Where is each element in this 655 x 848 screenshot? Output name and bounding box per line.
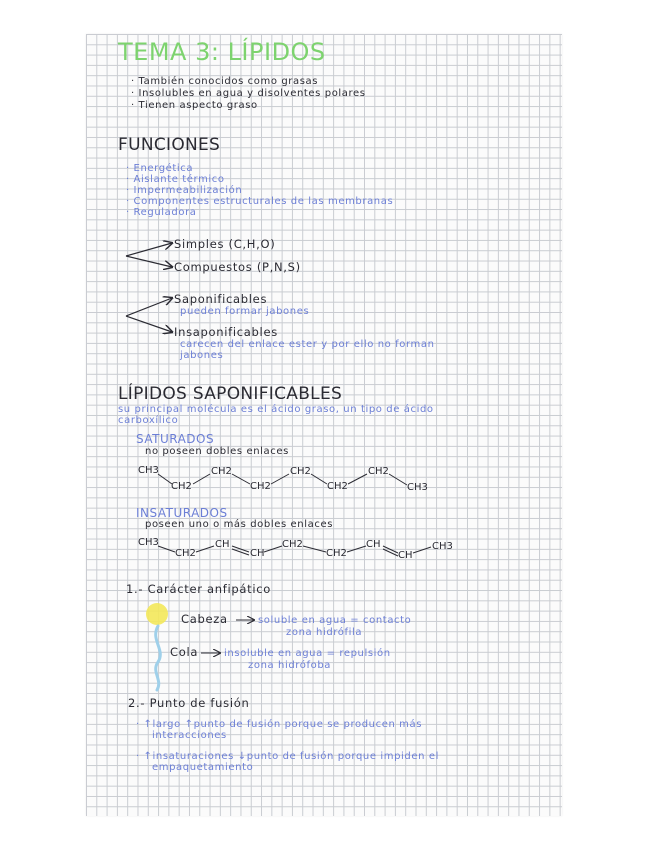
chain-group: CH xyxy=(250,548,265,559)
caracter-heading: 1.- Carácter anfipático xyxy=(126,582,272,596)
saturados-desc: no poseen dobles enlaces xyxy=(145,446,289,457)
intro-line-2: · Insolubles en agua y disolventes polares xyxy=(131,88,366,99)
cabeza-desc-1: soluble en agua = contacto xyxy=(258,615,412,626)
compuestos-label: Compuestos (P,N,S) xyxy=(174,260,301,274)
saponificables-desc: pueden formar jabones xyxy=(180,306,310,317)
chain-group: CH2 xyxy=(250,481,271,492)
intro-line-3: · Tienen aspecto graso xyxy=(131,100,258,111)
funcion-item: · Impermeabilización xyxy=(126,185,243,196)
cola-desc-1: insoluble en agua = repulsión xyxy=(224,648,391,659)
insaponificables-label: Insaponificables xyxy=(174,325,278,339)
insaponificables-desc-1: carecen del enlace ester y por ello no forman xyxy=(180,339,435,350)
fusion-heading: 2.- Punto de fusión xyxy=(128,696,250,710)
chain-group: CH xyxy=(398,550,413,561)
cabeza-desc-2: zona hidrófila xyxy=(286,627,363,638)
saturated-bonds xyxy=(158,474,407,485)
chain-group: CH3 xyxy=(138,537,159,548)
chain-group: CH3 xyxy=(407,482,428,493)
cola-desc-2: zona hidrófoba xyxy=(248,660,331,671)
branch-arrow xyxy=(126,316,172,332)
insaturados-desc: poseen uno o más dobles enlaces xyxy=(145,519,334,530)
saponificables-heading: LÍPIDOS SAPONIFICABLES xyxy=(118,384,343,404)
chain-group: CH xyxy=(215,539,230,550)
chain-group: CH2 xyxy=(368,466,389,477)
chain-group: CH2 xyxy=(175,548,196,559)
funcion-item: · Energética xyxy=(126,163,194,174)
chain-group: CH2 xyxy=(327,481,348,492)
fusion-item-1a: · ↑largo ↑punto de fusión porque se producen más xyxy=(136,719,423,730)
funciones-heading: FUNCIONES xyxy=(118,135,221,155)
saponificables-desc-2: carboxílico xyxy=(118,415,179,426)
chain-group: CH2 xyxy=(211,466,232,477)
fusion-item-2b: empaquetamiento xyxy=(152,762,254,773)
saponificables-desc-1: su principal molécula es el ácido graso, un tipo de ácido xyxy=(118,404,434,415)
chain-group: CH2 xyxy=(171,481,192,492)
insaturados-heading: INSATURADOS xyxy=(136,506,228,520)
hydrophobic-tail-icon xyxy=(156,626,161,690)
fusion-item-1b: interacciones xyxy=(152,730,227,741)
fusion-item-2a: · ↑insaturaciones ↓punto de fusión porque impiden el xyxy=(136,751,439,762)
page-title: TEMA 3: LÍPIDOS xyxy=(118,38,326,66)
chain-group: CH3 xyxy=(432,541,453,552)
insaponificables-desc-2: jabones xyxy=(180,350,224,361)
saponificables-label: Saponificables xyxy=(174,292,268,306)
chain-group: CH2 xyxy=(282,539,303,550)
branch-arrow xyxy=(126,256,172,267)
cola-label: Cola xyxy=(170,645,199,659)
branch-arrow xyxy=(126,298,172,316)
chain-group: CH2 xyxy=(290,466,311,477)
funcion-item: · Reguladora xyxy=(126,207,197,218)
saturados-heading: SATURADOS xyxy=(136,432,215,446)
chain-group: CH3 xyxy=(138,465,159,476)
polar-head-icon xyxy=(146,603,168,625)
funcion-item: · Componentes estructurales de las membranas xyxy=(126,196,394,207)
chain-group: CH xyxy=(366,539,381,550)
simples-label: Simples (C,H,O) xyxy=(174,237,276,251)
branch-arrow xyxy=(126,243,172,256)
intro-line-1: · También conocidos como grasas xyxy=(131,76,319,87)
unsaturated-bonds xyxy=(158,546,431,556)
funcion-item: · Aislante térmico xyxy=(126,174,225,185)
cabeza-label: Cabeza xyxy=(181,612,228,626)
chain-group: CH2 xyxy=(326,548,347,559)
